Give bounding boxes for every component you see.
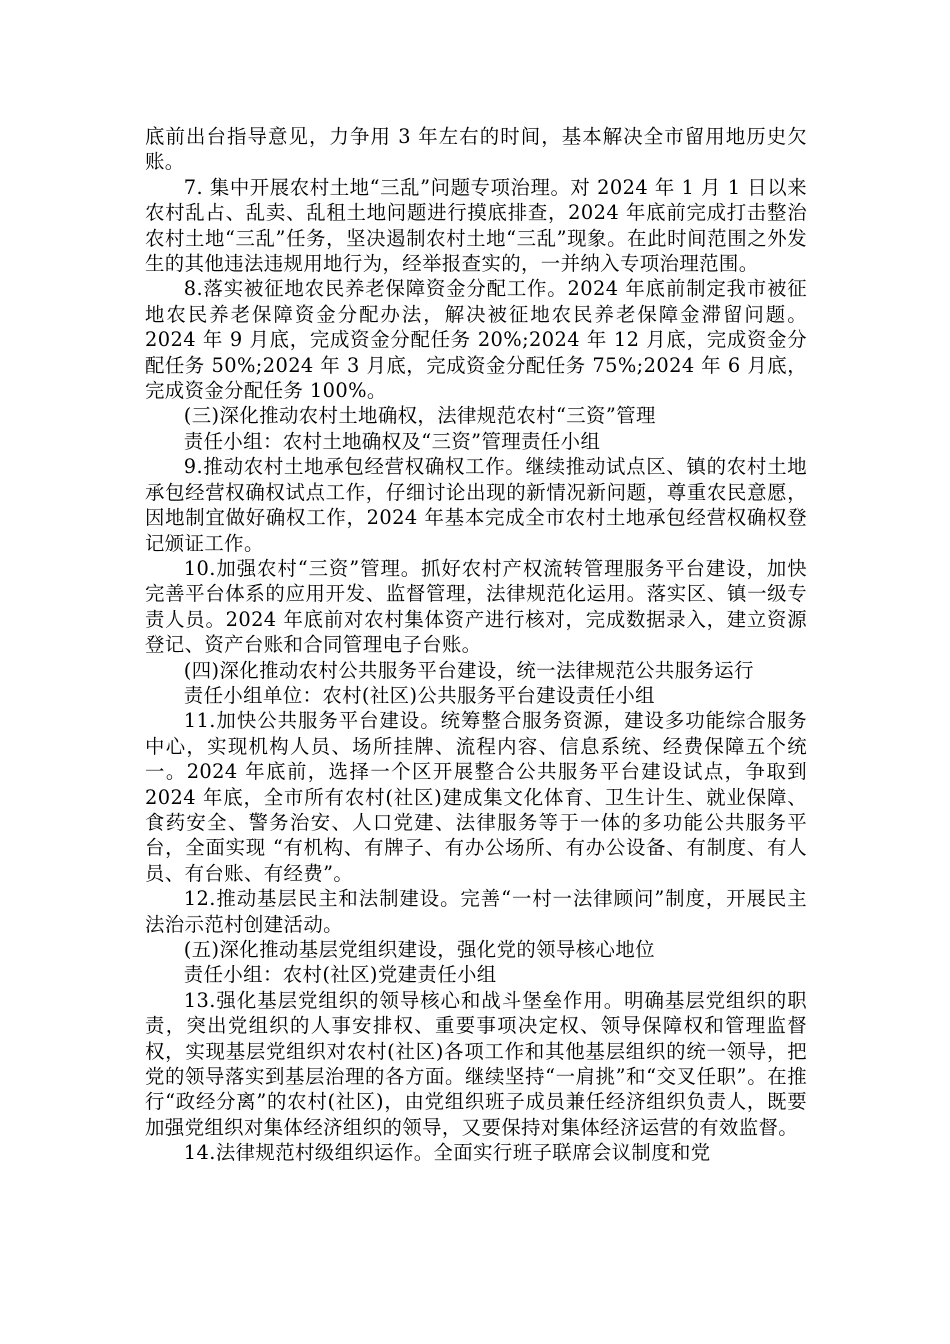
- responsible-group-4: 责任小组单位：农村(社区)公共服务平台建设责任小组: [183, 683, 655, 707]
- section-heading-4: (四)深化推动农村公共服务平台建设，统一法律规范公共服务运行: [183, 658, 754, 682]
- paragraph-item-8: 8.落实被征地农民养老保障资金分配工作。2024 年底前制定我市被征地农民养老保障资金分配办法，解决被征地农民养老保障金滞留问题。2024 年 9 月底，完成资金分配任务 20%;2024 年 12 月底，完成资金分配任务 50%;2024 年 3 月底，完成资金分配任务 75%;2024 年 6 月底，完成资金分配任务 100%。: [145, 277, 807, 403]
- section-heading-3: (三)深化推动农村土地确权，法律规范农村“三资”管理: [183, 404, 656, 428]
- paragraph-item-9: 9.推动农村土地承包经营权确权工作。继续推动试点区、镇的农村土地承包经营权确权试点工作，仔细讨论出现的新情况新问题，尊重农民意愿，因地制宜做好确权工作，2024 年基本完成全市农村土地承包经营权确权登记颁证工作。: [145, 455, 807, 555]
- paragraph-continuation: 底前出台指导意见，力争用 3 年左右的时间，基本解决全市留用地历史欠账。: [145, 125, 807, 174]
- paragraph-item-12: 12.推动基层民主和法制建设。完善“一村一法律顾问”制度，开展民主法治示范村创建活动。: [145, 887, 807, 936]
- paragraph-item-14: 14.法律规范村级组织运作。全面实行班子联席会议制度和党: [183, 1141, 711, 1165]
- responsible-group-5: 责任小组：农村(社区)党建责任小组: [183, 963, 497, 987]
- paragraph-item-7: 7. 集中开展农村土地“三乱”问题专项治理。对 2024 年 1 月 1 日以来农村乱占、乱卖、乱租土地问题进行摸底排查，2024 年底前完成打击整治农村土地“三乱”任务，坚决遏制农村土地“三乱”现象。在此时间范围之外发生的其他违法违规用地行为，经举报查实的，一并纳入专项治理范围。: [145, 175, 807, 276]
- paragraph-item-11: 11.加快公共服务平台建设。统筹整合服务资源，建设多功能综合服务中心，实现机构人员、场所挂牌、流程内容、信息系统、经费保障五个统一。2024 年底前，选择一个区开展整合公共服务平台建设试点，争取到 2024 年底，全市所有农村(社区)建成集文化体育、卫生计生、就业保障、食药安全、警务治安、人口党建、法律服务等于一体的多功能公共服务平台，全面实现 “有机构、有牌子、有办公场所、有办公设备、有制度、有人员、有台账、有经费”。: [145, 709, 807, 885]
- paragraph-item-10: 10.加强农村“三资”管理。抓好农村产权流转管理服务平台建设，加快完善平台体系的应用开发、监督管理，法律规范化运用。落实区、镇一级专责人员。2024 年底前对农村集体资产进行核对，完成数据录入，建立资源登记、资产台账和合同管理电子台账。: [145, 556, 807, 657]
- paragraph-item-13: 13.强化基层党组织的领导核心和战斗堡垒作用。明确基层党组织的职责，突出党组织的人事安排权、重要事项决定权、领导保障权和管理监督权，实现基层党组织对农村(社区)各项工作和其他基层组织的统一领导，把党的领导落实到基层治理的各方面。继续坚持“一肩挑”和“交叉任职”。在推行“政经分离”的农村(社区)，由党组织班子成员兼任经济组织负责人，既要加强党组织对集体经济组织的领导，又要保持对集体经济运营的有效监督。: [145, 988, 807, 1139]
- section-heading-5: (五)深化推动基层党组织建设，强化党的领导核心地位: [183, 938, 655, 961]
- responsible-group-3: 责任小组：农村土地确权及“三资”管理责任小组: [183, 429, 601, 453]
- document-page: [145, 124, 807, 1166]
